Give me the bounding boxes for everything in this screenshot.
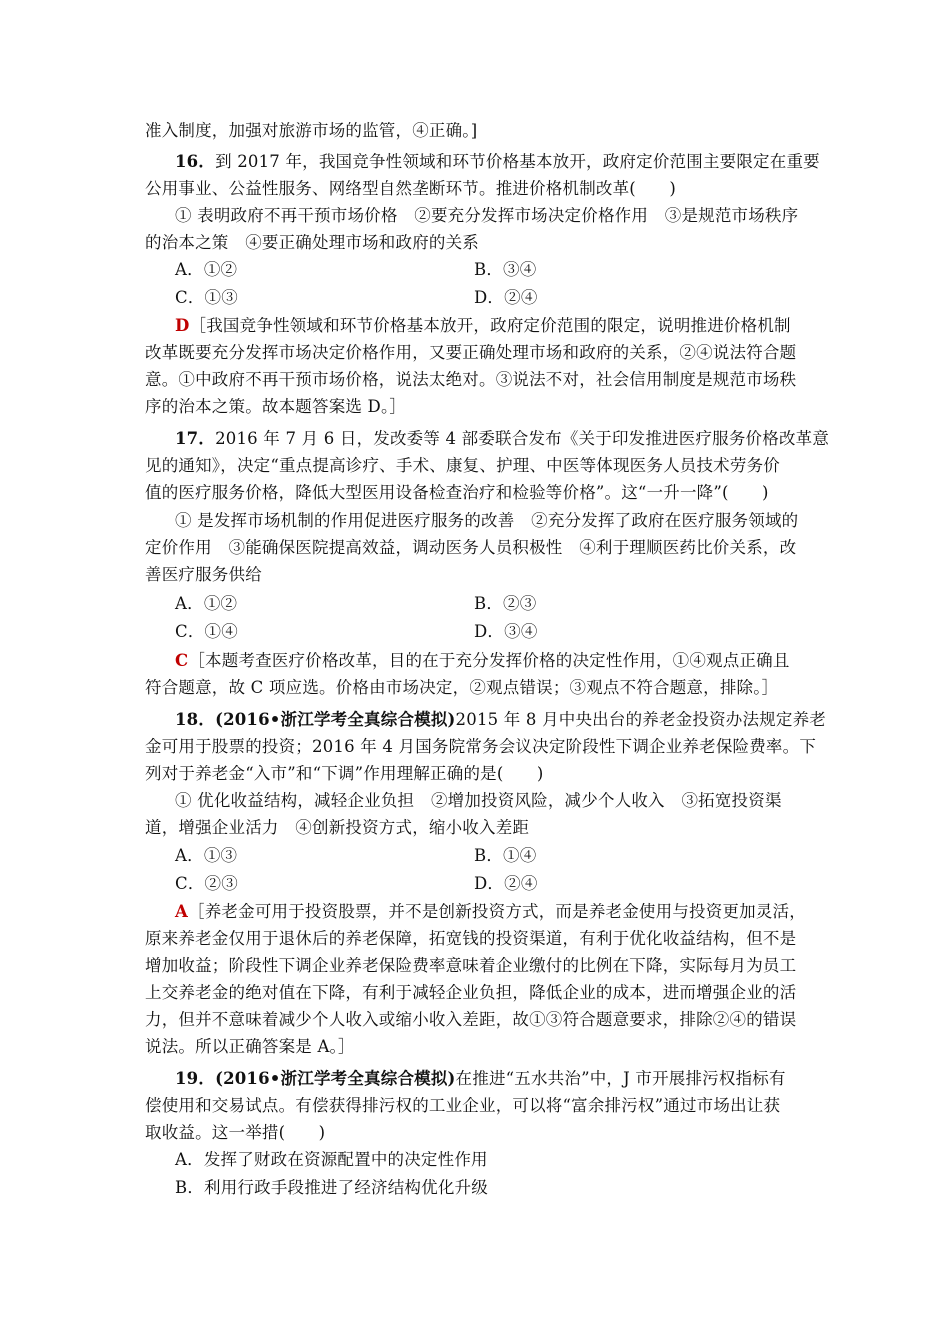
text-line: 取收益。这一举措( ) [145, 1123, 326, 1142]
option-statements: ① 是发挥市场机制的作用促进医疗服务的改善 ②充分发挥了政府在医疗服务领域的 [175, 511, 799, 530]
question-source: (2016•浙江学考全真综合模拟) [215, 710, 456, 729]
option-statements: ① 优化收益结构，减轻企业负担 ②增加投资风险，减少个人收入 ③拓宽投资渠 [175, 791, 782, 810]
answer-letter: A [175, 902, 189, 921]
choice-c: C．②③ [175, 874, 238, 893]
answer-letter: D [175, 316, 190, 335]
question-number: 16． [175, 152, 216, 171]
choice-b: B．②③ [474, 594, 537, 613]
choice-b: B．③④ [474, 260, 537, 279]
text-line: 列对于养老金“入市”和“下调”作用理解正确的是( ) [145, 764, 544, 783]
answer-explanation: A［养老金可用于投资股票，并不是创新投资方式，而是养老金使用与投资更加灵活， [175, 902, 806, 921]
text-line: 的治本之策 ④要正确处理市场和政府的关系 [145, 233, 479, 252]
question-number: 18． [175, 710, 216, 729]
question-number: 19． [175, 1069, 216, 1088]
text-line: 意。①中政府不再干预市场价格，说法太绝对。③说法不对，社会信用制度是规范市场秩 [145, 370, 797, 389]
choice-c: C．①④ [175, 622, 238, 641]
text-line: 定价作用 ③能确保医院提高效益，调动医务人员积极性 ④利于理顺医药比价关系，改 [145, 538, 797, 557]
text-line: 力，但并不意味着减少个人收入或缩小收入差距，故①③符合题意要求，排除②④的错误 [145, 1010, 797, 1029]
text-line: 公用事业、公益性服务、网络型自然垄断环节。推进价格机制改革( ) [145, 179, 676, 198]
choice-a: A．①② [175, 594, 238, 613]
choice-c: C．①③ [175, 288, 238, 307]
question-source: (2016•浙江学考全真综合模拟) [215, 1069, 456, 1088]
choice-a: A．①② [175, 260, 238, 279]
text-line: 道，增强企业活力 ④创新投资方式，缩小收入差距 [145, 818, 530, 837]
choice-d: D．③④ [474, 622, 538, 641]
choice-a: A．①③ [175, 846, 238, 865]
choice-b: B．利用行政手段推进了经济结构优化升级 [175, 1178, 488, 1197]
choice-d: D．②④ [474, 288, 538, 307]
question-16-stem: 16．到 2017 年，我国竞争性领域和环节价格基本放开，政府定价范围主要限定在重要 [175, 152, 820, 171]
question-number: 17． [175, 429, 216, 448]
text-line: 准入制度，加强对旅游市场的监管，④正确。] [145, 121, 478, 140]
text-line: 善医疗服务供给 [145, 565, 262, 584]
choice-a: A．发挥了财政在资源配置中的决定性作用 [175, 1150, 488, 1169]
text-line: 值的医疗服务价格，降低大型医用设备检查治疗和检验等价格”。这“一升一降”( ) [145, 483, 769, 502]
text-line: 上交养老金的绝对值在下降，有利于减轻企业负担，降低企业的成本，进而增强企业的活 [145, 983, 797, 1002]
text-line: 见的通知》，决定“重点提高诊疗、手术、康复、护理、中医等体现医务人员技术劳务价 [145, 456, 780, 475]
text-line: 原来养老金仅用于退休后的养老保障，拓宽钱的投资渠道，有利于优化收益结构，但不是 [145, 929, 797, 948]
text-line: 说法。所以正确答案是 A。］ [145, 1037, 355, 1056]
answer-explanation: D［我国竞争性领域和环节价格基本放开，政府定价范围的限定，说明推进价格机制 [175, 316, 791, 335]
question-17-stem: 17．2016 年 7 月 6 日，发改委等 4 部委联合发布《关于印发推进医疗服务价格改革意 [175, 429, 830, 448]
answer-letter: C [175, 651, 189, 670]
question-18-stem: 18．(2016•浙江学考全真综合模拟)2015 年 8 月中央出台的养老金投资办法规定养老 [175, 710, 826, 729]
text-line: 改革既要充分发挥市场决定价格作用，又要正确处理市场和政府的关系，②④说法符合题 [145, 343, 797, 362]
text-line: 增加收益；阶段性下调企业养老保险费率意味着企业缴付的比例在下降，实际每月为员工 [145, 956, 797, 975]
question-19-stem: 19．(2016•浙江学考全真综合模拟)在推进“五水共治”中，J 市开展排污权指标有 [175, 1069, 786, 1088]
text-line: 金可用于股票的投资；2016 年 4 月国务院常务会议决定阶段性下调企业养老保险费率。下 [145, 737, 817, 756]
option-statements: ① 表明政府不再干预市场价格 ②要充分发挥市场决定价格作用 ③是规范市场秩序 [175, 206, 799, 225]
text-line: 序的治本之策。故本题答案选 D。］ [145, 397, 407, 416]
text-line: 偿使用和交易试点。有偿获得排污权的工业企业，可以将“富余排污权”通过市场出让获 [145, 1096, 781, 1115]
text-line: 符合题意，故 C 项应选。价格由市场决定，②观点错误；③观点不符合题意，排除。］ [145, 678, 779, 697]
choice-d: D．②④ [474, 874, 538, 893]
answer-explanation: C［本题考查医疗价格改革，目的在于充分发挥价格的决定性作用，①④观点正确且 [175, 651, 790, 670]
choice-b: B．①④ [474, 846, 537, 865]
